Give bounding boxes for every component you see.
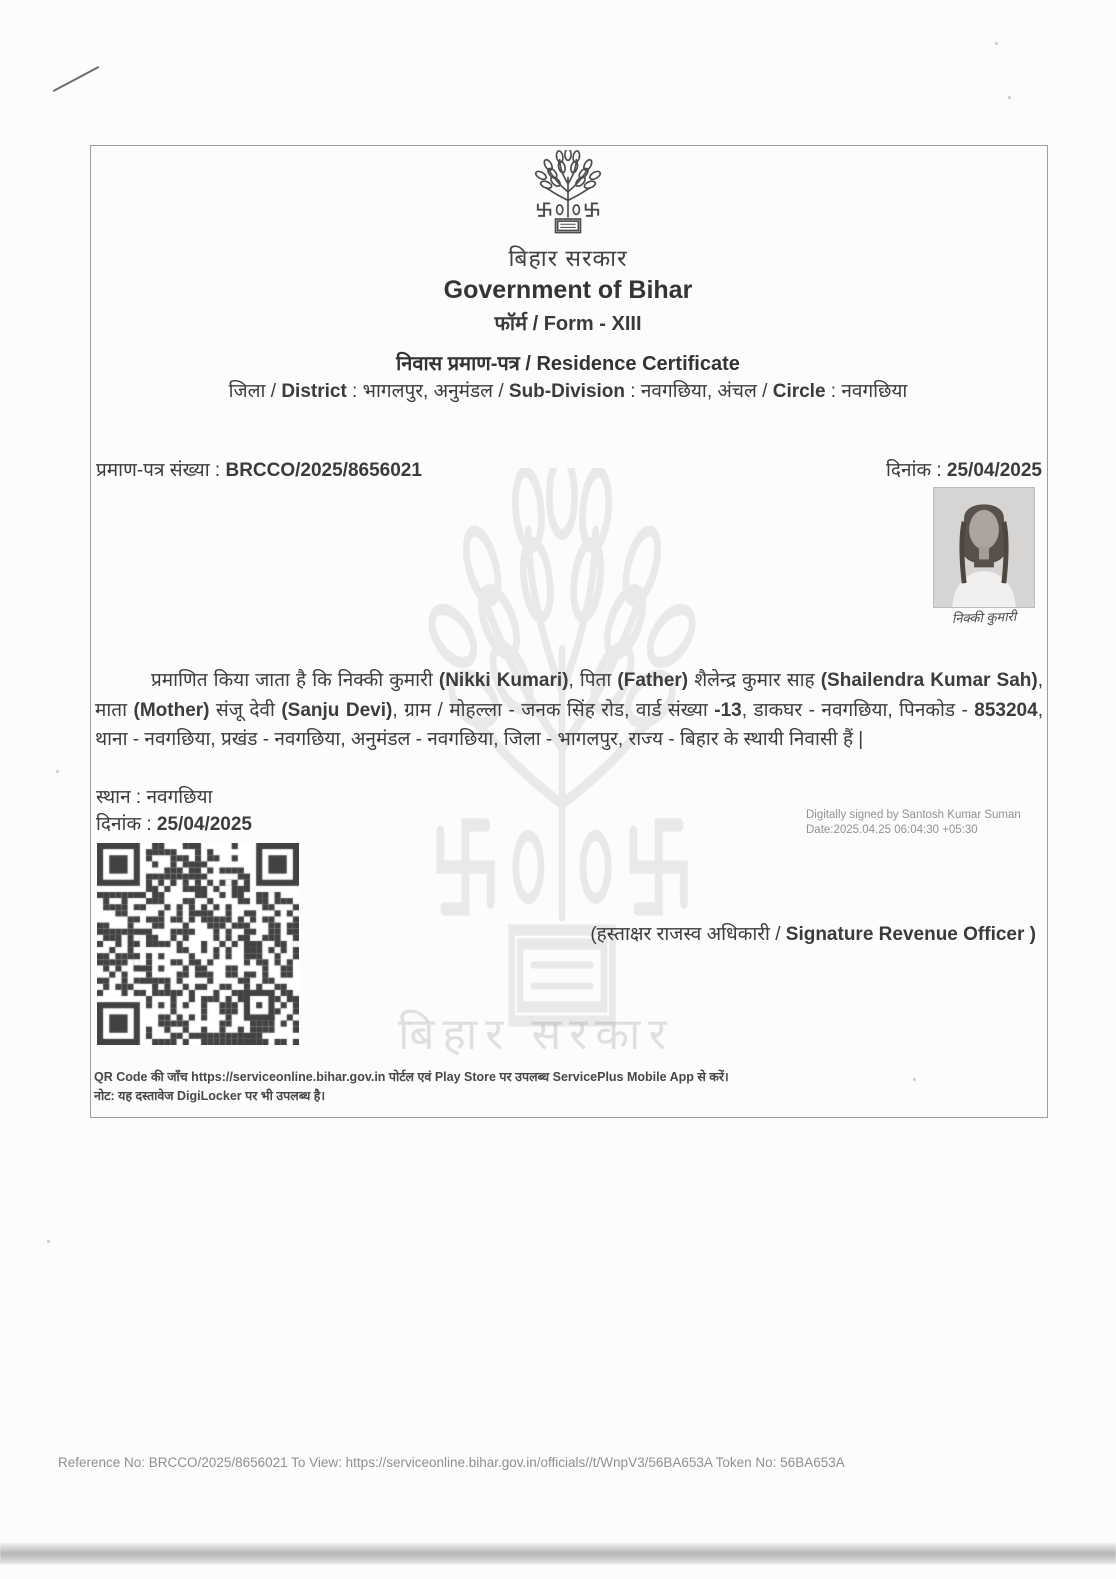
scan-speck (56, 770, 59, 773)
issue-place-line: स्थान : नवगछिया (96, 787, 213, 808)
qr-note-line-1: QR Code की जाँच https://serviceonline.bihar.gov.in पोर्टल एवं Play Store पर उपलब्ध ServicePlus Mobile App से करें। (94, 1070, 729, 1084)
certificate-body-paragraph: प्रमाणित किया जाता है कि निक्की कुमारी (Nikki Kumari), पिता (Father) शैलेन्द्र कुमार साह (Shailendra Kumar Sah), माता (Mother) संजू देवी (Sanju Devi), ग्राम / मोहल्ला - जनक सिंह रोड, वार्ड संख्या -13, डाकघर - नवगछिया, पिनकोड - 853204, थाना - नवगछिया, प्रखंड - नवगछिया, अनुमंडल - नवगछिया, जिला - भागलपुर, राज्य - बिहार के स्थायी निवासी हैं | (95, 670, 1043, 750)
certificate-date: दिनांक : 25/04/2025 (886, 460, 1042, 481)
bihar-emblem-icon (516, 150, 620, 234)
signature-revenue-officer-line: (हस्ताक्षर राजस्व अधिकारी / Signature Revenue Officer ) (590, 924, 1036, 945)
applicant-photo (933, 487, 1035, 608)
government-title-english: Government of Bihar (443, 276, 693, 304)
certificate-number: प्रमाण-पत्र संख्या : BRCCO/2025/8656021 (96, 460, 422, 481)
district-subdivision-circle-line: जिला / District : भागलपुर, अनुमंडल / Sub-Division : नवगछिया, अंचल / Circle : नवगछिया (228, 381, 908, 402)
reference-line: Reference No: BRCCO/2025/8656021 To View: https://serviceonline.bihar.gov.in/officials//t/WnpV3/56BA653A Token No: 56BA653A (58, 1455, 845, 1470)
certificate-meta-row (96, 456, 1042, 482)
digital-signature-line-1: Digitally signed by Santosh Kumar Suman (806, 809, 1021, 821)
scan-speck (1008, 96, 1011, 99)
form-number-line: फॉर्म / Form - XIII (494, 313, 642, 335)
certificate-header (90, 150, 1046, 336)
digital-signature-block (806, 808, 1046, 838)
qr-note-block (94, 1068, 994, 1106)
scan-speck (995, 42, 998, 45)
issue-block (96, 784, 252, 838)
pen-stroke-mark (53, 66, 100, 92)
certificate-title: निवास प्रमाण-पत्र / Residence Certificate (396, 353, 740, 375)
issue-date-line: दिनांक : 25/04/2025 (96, 814, 252, 835)
applicant-handwritten-signature: निक्की कुमारी (951, 608, 1017, 627)
digital-signature-line-2: Date:2025.04.25 06:04:30 +05:30 (806, 824, 978, 836)
scan-edge-band (0, 1543, 1116, 1564)
scan-speck (47, 1240, 50, 1243)
watermark-text: बिहार सरकार (398, 1010, 675, 1059)
government-title-hindi: बिहार सरकार (508, 245, 628, 271)
applicant-portrait-icon (934, 488, 1034, 607)
qr-note-line-2: नोट: यह दस्तावेज DigiLocker पर भी उपलब्ध है। (94, 1089, 326, 1103)
